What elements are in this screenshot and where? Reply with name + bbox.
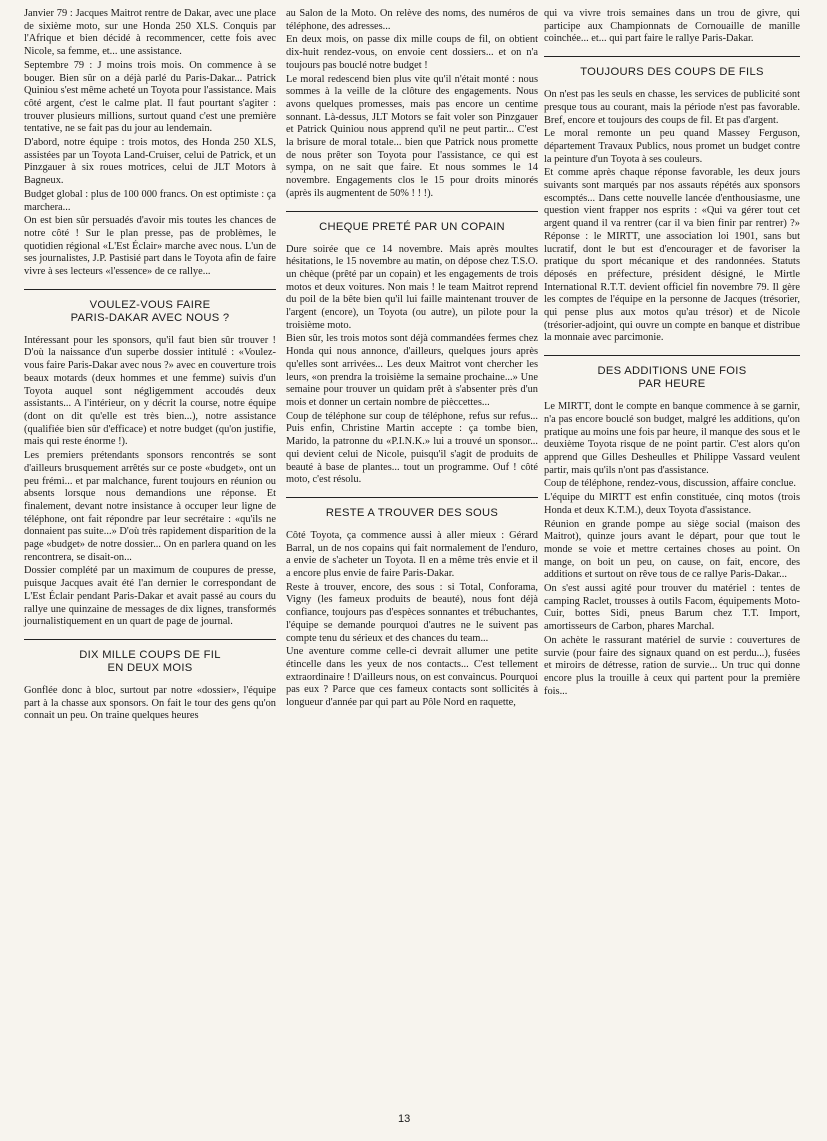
paragraph: On n'est pas les seuls en chasse, les services de publicité sont presque tous au courant, mais la période n'est pas favorable. Bref, encore et toujours des coups de fil. Et pas d'argent. <box>544 89 800 126</box>
heading-line: PAR HEURE <box>638 378 706 391</box>
paragraph: Réunion en grande pompe au siège social (maison des Maitrot), quinze jours avant le départ, pour que tout le monde se voie et mettre certaines choses au point. On mange, on boit un peu, on cause, on fait, encore, des additions et surtout on rêve tous de ce rallye Paris-Dakar... <box>544 518 800 581</box>
heading-line: PARIS-DAKAR AVEC NOUS ? <box>70 311 230 324</box>
paragraph: Budget global : plus de 100 000 francs. On est optimiste : ça marchera... <box>24 188 276 213</box>
heading-line: CHEQUE PRETÉ PAR UN COPAIN <box>319 220 505 233</box>
paragraph: On est bien sûr persuadés d'avoir mis toutes les chances de notre côté ! Sur le plan presse, pas de problèmes, le quotidien régional «L'Est Éclair» marche avec nous. L'un de ses journalistes, J.P. Pastisié part dans le Toyota afin de faire vivre à ses lecteurs «l'essence» de ce rallye... <box>24 215 276 278</box>
paragraph: Dure soirée que ce 14 novembre. Mais après moultes hésitations, le 15 novembre au matin, on dépose chez T.S.O. un chèque (prêté par un copain) et les engagements de trois motos et deux voitures. Non mais ! le team Maitrot reprend du poil de la bête bien qu'il lui faille maintenant trouver de l'argent (encore), un Toyota (ou autre), un pilote pour la troisième moto. <box>286 243 538 331</box>
section-heading <box>544 355 800 391</box>
paragraph: D'abord, notre équipe : trois motos, des Honda 250 XLS, assistées par un Toyota Land-Cruiser, celui de Patrick, et un Pinzgauer à six roues motrices, celui de JLT Motors à Bagneux. <box>24 137 276 187</box>
heading-line: DES ADDITIONS UNE FOIS <box>597 365 747 378</box>
section-heading <box>286 211 538 234</box>
paragraph: Dossier complété par un maximum de coupures de presse, puisque Jacques avait été l'an dernier le correspondant de L'Est Éclair pendant Paris-Dakar et avait passé au cours du rallye une quinzaine de messages de dix lignes, transformés journalistiquement en un quart de page de journal. <box>24 565 276 628</box>
paragraph: On achète le rassurant matériel de survie : couvertures de survie (pour faire des signaux quand on est perdu...), fusées et miroirs de détresse, ration de survie... Un truc qui donne encore plus la trouille à ceux qui partent pour la première fois... <box>544 634 800 697</box>
paragraph: qui va vivre trois semaines dans un trou de givre, qui participe aux Championnats de Cornouaille de manille coinchée... et... qui part faire le rallye Paris-Dakar. <box>544 8 800 45</box>
section-heading <box>24 639 276 675</box>
page-number: 13 <box>398 1113 411 1125</box>
heading-line: DIX MILLE COUPS DE FIL <box>79 648 221 661</box>
section-heading <box>24 289 276 325</box>
heading-line: EN DEUX MOIS <box>107 661 193 674</box>
paragraph: L'équipe du MIRTT est enfin constituée, cinq motos (trois Honda et deux K.T.M.), deux Toyota d'assistance. <box>544 492 800 516</box>
paragraph: au Salon de la Moto. On relève des noms, des numéros de téléphone, des adresses... <box>286 8 538 32</box>
paragraph: Coup de téléphone, rendez-vous, discussion, affaire conclue. <box>544 478 796 490</box>
paragraph: Coup de téléphone sur coup de téléphone, refus sur refus... Puis enfin, Christine Martin accepte : ça tombe bien, Marido, la patronne du «P.I.N.K.» lui a trouvé un sponsor... qui devient celui de Nicole, puisqu'il s'agit de produits de beauté à base de plantes... tout un programme. Ouf ! côté moto, c'est résolu. <box>286 410 538 486</box>
paragraph: En deux mois, on passe dix mille coups de fil, on obtient dix-huit rendez-vous, on envoie cent dossiers... et on n'a toujours pas bouclé notre budget ! <box>286 34 538 71</box>
paragraph: Le moral redescend bien plus vite qu'il n'était monté : nous sommes à la veille de la clôture des engagements. Nous avons quelques promesses, mais pas encore un centime sonnant. Là-dessus, JLT Motors se fait voler son Pinzgauer et Patrick Quiniou nous apprend qu'il ne peut partir... C'est la brisure de moral totale... bien que Patrick nous promette de nous prêter son Toyota pour l'assistance, ce qui est sympa, on ne sait que faire. Et nous sommes le 14 novembre. Engagements clos le 15 pour droits minorés (après ils augmentent de 50% ! ! !). <box>286 73 538 199</box>
column-3 <box>544 8 800 699</box>
paragraph: Intéressant pour les sponsors, qu'il faut bien sûr trouver ! D'où la naissance d'un superbe dossier intitulé : «Voulez-vous faire Paris-Dakar avec nous ?» avec en couverture trois beaux motards (deux hommes et une femme) suivis d'un Toyota auquel sont négligemment accoudés deux assistants... A l'intérieur, on y décrit la course, notre équipe (dont on dit qu'elle est très bien...), notre assistance (qualifiée bien sûr d'efficace) et notre budget (qu'on justifie, mais qui reste énorme !). <box>24 334 276 448</box>
paragraph: Une aventure comme celle-ci devrait allumer une petite étincelle dans les yeux de nos contacts... C'est tellement extraordinaire ! D'ailleurs nous, on est convaincus. Pourquoi pas eux ? Parce que ces fameux contacts sont sollicités à longueur d'année par qui part au Pôle Nord en raquette, <box>286 646 538 709</box>
heading-line: RESTE A TROUVER DES SOUS <box>325 506 499 519</box>
column-2 <box>286 8 538 711</box>
paragraph: Reste à trouver, encore, des sous : si Total, Conforama, Vigny (les fameux produits de beauté), nous font déjà confiance, toujours pas d'espèces sonnantes et trébuchantes, l'équipe se demande pourquoi d'autres ne le suivent pas compte tenu du sérieux et des chances du team... <box>286 581 538 644</box>
paragraph: Janvier 79 : Jacques Maitrot rentre de Dakar, avec une place de sixième moto, sur une Honda 250 XLS. Conquis par l'Afrique et bien décidé à recommencer, cette fois avec Nicole, sa femme, et... une assistance. <box>24 8 276 58</box>
section-heading <box>286 497 538 520</box>
section-heading <box>544 56 800 79</box>
paragraph: Côté Toyota, ça commence aussi à aller mieux : Gérard Barral, un de nos copains qui fait normalement de l'enduro, a envie de s'acheter un Toyota. Il en a même très envie et il a encore plus envie de faire Paris-Dakar. <box>286 529 538 580</box>
heading-line: TOUJOURS DES COUPS DE FILS <box>580 66 764 79</box>
paragraph: Le moral remonte un peu quand Massey Ferguson, département Travaux Publics, nous promet un budget contre la peinture d'un Toyota à ses couleurs. <box>544 128 800 165</box>
heading-line: VOULEZ-VOUS FAIRE <box>89 298 211 311</box>
paragraph: Les premiers prétendants sponsors rencontrés se sont d'ailleurs brusquement arrêtés sur ce poste «budget», ont un peu frémi... et par malchance, furent toujours en réunion ou absents lorsque nous demandions une réponse. Et finalement, devant notre insistance à occuper leur ligne de téléphone, ont fait répondre par leur secrétaire : «qu'ils ne donnaient pas suite...» D'où très rapidement disparition de la page «budget» de notre dossier... On en parlera quand on les rencontrera, se disait-on... <box>24 450 276 563</box>
paragraph: Septembre 79 : J moins trois mois. On commence à se bouger. Bien sûr on a déjà parlé du Paris-Dakar... Patrick Quiniou s'est même acheté un Toyota pour l'assistance. Mais côté argent, c'est le calme plat. Il faut pourtant s'agiter : trouver plusieurs millions, surtout quand c'est une première tentative, ne se fait pas du jour au lendemain. <box>24 59 276 135</box>
paragraph: Le MIRTT, dont le compte en banque commence à se garnir, n'a pas encore bouclé son budget, malgré les additions, qu'on pratique au moins une fois par heure, il manque des sous et le deuxième Toyota risque de ne point partir. C'est alors qu'on apprend que Gilles Desheulles et Philippe Vassard veulent partir, mais qu'ils n'ont pas d'assistance. <box>544 401 800 476</box>
column-1 <box>24 8 276 724</box>
paragraph: Gonflée donc à bloc, surtout par notre «dossier», l'équipe part à la chasse aux sponsors. On fait le tour des gens qu'on connait un peu. On traine quelques heures <box>24 684 276 722</box>
paragraph: Et comme après chaque réponse favorable, les deux jours suivants sont marqués par nos assauts répétés aux sponsors escomptés... Dans cette nouvelle lancée d'enthousiasme, une question vient frapper nos esprits : «Qui va gérer tout cet argent quand il va rentrer (car il va bien finir par rentrer) ?» Réponse : le MIRTT, une association loi 1901, sans but lucratif, dont le but est d'encourager et de favoriser la pratique du sport mécanique et des randonnées. Statuts déposés en préfecture, président désigné, le Mirtle International R.T.T. devient officiel fin novembre 79. Il gère les comptes de l'équipe en la personne de Jacques (trésorier, qui pense plus aux motos qu'au trésor) et de Nicole (trésorier-adjoint, qui ouvre un compte en banque et distribue la monnaie avec parcimonie. <box>544 167 800 344</box>
paragraph: Bien sûr, les trois motos sont déjà commandées fermes chez Honda qui nous annonce, d'ailleurs, quelques jours après qu'elles sont arrivées... Les deux Maitrot vont chercher les leurs, «on prendra la troisième la semaine prochaine...» Une semaine pour trouver un quidam prêt à s'absenter près d'un mois et donner un certain nombre de pièccettes... <box>286 333 538 408</box>
paragraph: On s'est aussi agité pour trouver du matériel : tentes de camping Raclet, trousses à outils Facom, équipements Moto-Cuir, bottes Sidi, pneus Barum chez T.T. Import, amortisseurs de Carbon, phares Marchal. <box>544 583 800 633</box>
